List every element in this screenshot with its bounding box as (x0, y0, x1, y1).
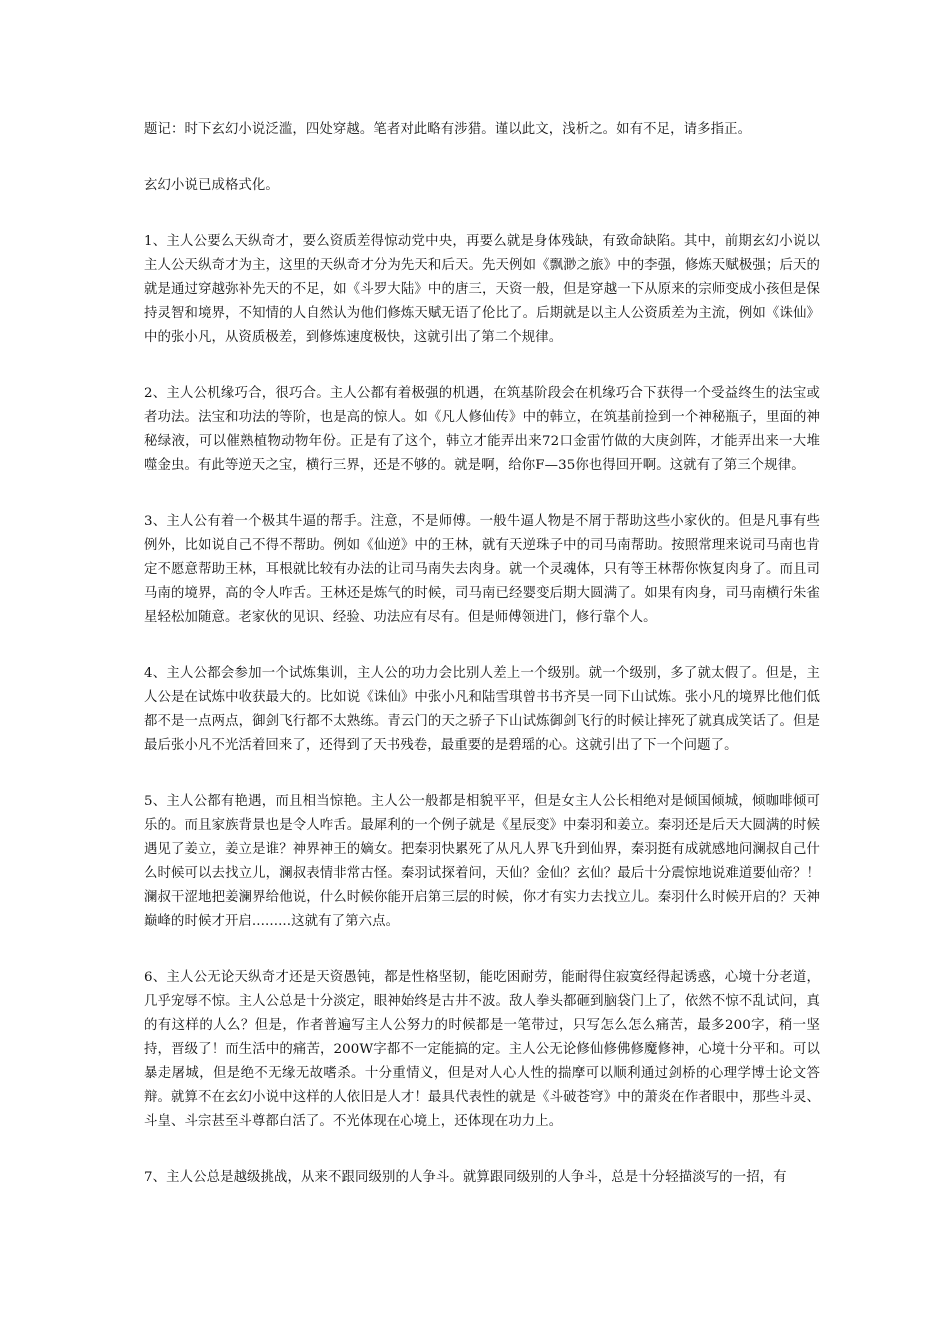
rule-3-paragraph: 3、主人公有着一个极其牛逼的帮手。注意，不是师傅。一般牛逼人物是不屑于帮助这些小家伙的。但是凡事有些例外，比如说自己不得不帮助。例如《仙逆》中的王林，就有天逆珠子中的司马南帮助。按照常理来说司马南也肯定不愿意帮助王林，耳根就比较有办法的让司马南失去肉身。就一个灵魂体，只有等王林帮你恢复肉身了。而且司马南的境界，高的令人咋舌。王林还是炼气的时候，司马南已经婴变后期大圆满了。如果有肉身，司马南横行朱雀星轻松加随意。老家伙的见识、经验、功法应有尽有。但是师傅领进门，修行靠个人。 (144, 514, 820, 625)
rule-1-paragraph: 1、主人公要么天纵奇才，要么资质差得惊动党中央，再要么就是身体残缺，有致命缺陷。其中，前期玄幻小说以主人公天纵奇才为主，这里的天纵奇才分为先天和后天。先天例如《飘渺之旅》中的李强，修炼天赋极强；后天的就是通过穿越弥补先天的不足，如《斗罗大陆》中的唐三，天资一般，但是穿越一下从原来的宗师变成小孩但是保持灵智和境界，不知情的人自然认为他们修炼天赋无语了伦比了。后期就是以主人公资质差为主流，例如《诛仙》中的张小凡，从资质极差，到修炼速度极快，这就引出了第二个规律。 (144, 234, 820, 345)
rule-2-paragraph: 2、主人公机缘巧合，很巧合。主人公都有着极强的机遇，在筑基阶段会在机缘巧合下获得一个受益终生的法宝或者功法。法宝和功法的等阶，也是高的惊人。如《凡人修仙传》中的韩立，在筑基前捡到一个神秘瓶子，里面的神秘绿液，可以催熟植物动物年份。正是有了这个，韩立才能弄出来72口金雷竹做的大庚剑阵，才能弄出来一大堆噬金虫。有此等逆天之宝，横行三界，还是不够的。就是啊，给你F—35你也得回开啊。这就有了第三个规律。 (144, 386, 820, 473)
rule-7-paragraph: 7、主人公总是越级挑战，从来不跟同级别的人争斗。就算跟同级别的人争斗，总是十分轻描淡写的一招，有 (144, 1170, 787, 1185)
preface-paragraph: 题记：时下玄幻小说泛滥，四处穿越。笔者对此略有涉猎。谨以此文，浅析之。如有不足，请多指正。 (144, 122, 752, 137)
rule-6-paragraph: 6、主人公无论天纵奇才还是天资愚钝，都是性格坚韧，能吃困耐劳，能耐得住寂寞经得起诱惑，心境十分老道，几乎宠辱不惊。主人公总是十分淡定，眼神始终是古井不波。敌人拳头都砸到脑袋门上了，依然不惊不乱试问，真的有这样的人么？但是，作者普遍写主人公努力的时候都是一笔带过，只写怎么怎么痛苦，最多200字，稍一坚持，晋级了！而生活中的痛苦，200W字都不一定能搞的定。主人公无论修仙修佛修魔修神，心境十分平和。可以暴走屠城，但是绝不无缘无故嗜杀。十分重情义，但是对人心人性的揣摩可以顺利通过剑桥的心理学博士论文答辩。就算不在玄幻小说中这样的人依旧是人才！最具代表性的就是《斗破苍穹》中的萧炎在作者眼中，那些斗灵、斗皇、斗宗甚至斗尊都白活了。不光体现在心境上，还体现在功力上。 (144, 970, 820, 1129)
rule-5-paragraph: 5、主人公都有艳遇，而且相当惊艳。主人公一般都是相貌平平，但是女主人公长相绝对是倾国倾城，倾咖啡倾可乐的。而且家族背景也是令人咋舌。最犀利的一个例子就是《星辰变》中秦羽和姜立。秦羽还是后天大圆满的时候遇见了姜立，姜立是谁？神界神王的嫡女。把秦羽快累死了从凡人界飞升到仙界，秦羽挺有成就感地问澜叔自己什么时候可以去找立儿，澜叔表情非常古怪。秦羽试探着问，天仙？金仙？玄仙？最后十分震惊地说难道要仙帝？！澜叔干涩地把姜澜界给他说，什么时候你能开启第三层的时候，你才有实力去找立儿。秦羽什么时候开启的？天神巅峰的时候才开启.........这就有了第六点。 (144, 794, 820, 929)
rule-4-paragraph: 4、主人公都会参加一个试炼集训，主人公的功力会比别人差上一个级别。就一个级别，多了就太假了。但是，主人公是在试炼中收获最大的。比如说《诛仙》中张小凡和陆雪琪曾书书齐昊一同下山试炼。张小凡的境界比他们低都不是一点两点，御剑飞行都不太熟练。青云门的天之骄子下山试炼御剑飞行的时候让摔死了就真成笑话了。但是最后张小凡不光活着回来了，还得到了天书残卷，最重要的是碧瑶的心。这就引出了下一个问题了。 (144, 666, 820, 753)
thesis-paragraph: 玄幻小说已成格式化。 (144, 178, 279, 193)
document-page (144, 118, 820, 1222)
